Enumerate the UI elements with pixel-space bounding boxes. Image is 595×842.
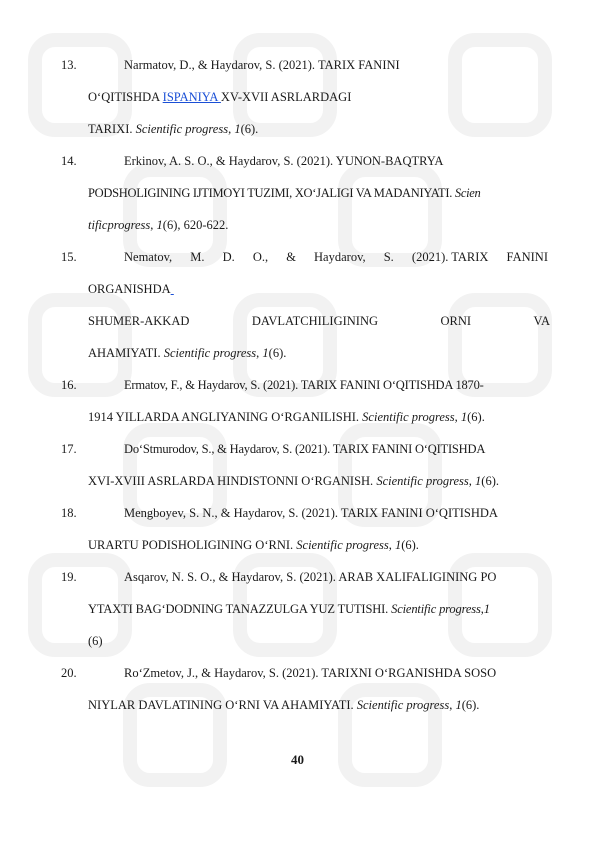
- reference-number: 16.: [61, 378, 77, 392]
- reference-text: (6): [88, 634, 103, 648]
- reference-text: Ermatov, F., & Haydarov, S. (2021). TARIX FANINI O‘QITISHDA 1870-: [124, 378, 484, 392]
- journal-name: Scientific progress: [391, 602, 481, 616]
- reference-number: 18.: [61, 506, 77, 520]
- journal-name: Scientific progress: [362, 410, 455, 424]
- reference-text: Ro‘Zmetov, J., & Haydarov, S. (2021). TARIXNI O‘RGANISHDA SOSO: [124, 666, 497, 680]
- reference-text: Asqarov, N. S. O., & Haydarov, S. (2021). ARAB XALIFALIGINING PO: [124, 570, 497, 584]
- journal-name: Scientific progress: [135, 122, 229, 136]
- reference-number: 15.: [61, 250, 77, 264]
- reference-text: Erkinov, A. S. O., & Haydarov, S. (2021). YUNON-BAQTRYA: [124, 154, 444, 168]
- reference-number: 14.: [61, 154, 77, 168]
- reference-text: Do‘Stmurodov, S., & Haydarov, S. (2021). TARIX FANINI O‘QITISHDA: [124, 442, 486, 456]
- reference-text: ORGANISHDA: [88, 282, 174, 297]
- reference-text: NIYLAR DAVLATINING O‘RNI VA AHAMIYATI. Scientific progress, 1(6).: [88, 698, 480, 712]
- reference-text: SHUMER-AKKAD DAVLATCHILIGINING ORNI VA: [88, 314, 550, 328]
- reference-text: PODSHOLIGINING IJTIMOYI TUZIMI, XO‘JALIGI VA MADANIYATI. Scien: [88, 186, 481, 200]
- reference-number: 17.: [61, 442, 77, 456]
- ispaniya-link[interactable]: ISPANIYA: [162, 90, 221, 104]
- reference-text: 1914 YILLARDA ANGLIYANING O‘RGANILISHI. Scientific progress, 1(6).: [88, 410, 485, 424]
- reference-text: Narmatov, D., & Haydarov, S. (2021). TARIX FANINI: [124, 58, 400, 72]
- journal-name: Scien: [454, 186, 481, 200]
- reference-text: XVI-XVIII ASRLARDA HINDISTONNI O‘RGANISH. Scientific progress, 1(6).: [88, 474, 499, 488]
- reference-text: Mengboyev, S. N., & Haydarov, S. (2021). TARIX FANINI O‘QITISHDA: [124, 506, 498, 520]
- reference-text: YTAXTI BAG‘DODNING TANAZZULGA YUZ TUTISHI. Scientific progress,1: [88, 602, 490, 616]
- reference-text: Nematov, M. D. O., & Haydarov, S. (2021). TARIX FANINI: [124, 250, 548, 264]
- journal-name: tificprogress: [88, 218, 151, 232]
- journal-name: Scientific progress: [163, 346, 257, 360]
- reference-text: URARTU PODISHOLIGINING O‘RNI. Scientific progress, 1(6).: [88, 538, 419, 552]
- reference-text: tificprogress, 1(6), 620-622.: [88, 218, 229, 232]
- reference-text: TARIXI. Scientific progress, 1(6).: [88, 122, 259, 136]
- reference-number: 19.: [61, 570, 77, 584]
- journal-name: Scientific progress: [376, 474, 469, 488]
- reference-text: O‘QITISHDA ISPANIYA XV-XVII ASRLARDAGI: [88, 90, 352, 104]
- reference-text: AHAMIYATI. Scientific progress, 1(6).: [88, 346, 287, 360]
- page-number: 40: [291, 752, 304, 767]
- journal-name: Scientific progress: [296, 538, 389, 552]
- journal-name: Scientific progress: [356, 698, 450, 712]
- reference-number: 20.: [61, 666, 77, 680]
- reference-number: 13.: [61, 58, 77, 72]
- reference-link[interactable]: [171, 282, 174, 296]
